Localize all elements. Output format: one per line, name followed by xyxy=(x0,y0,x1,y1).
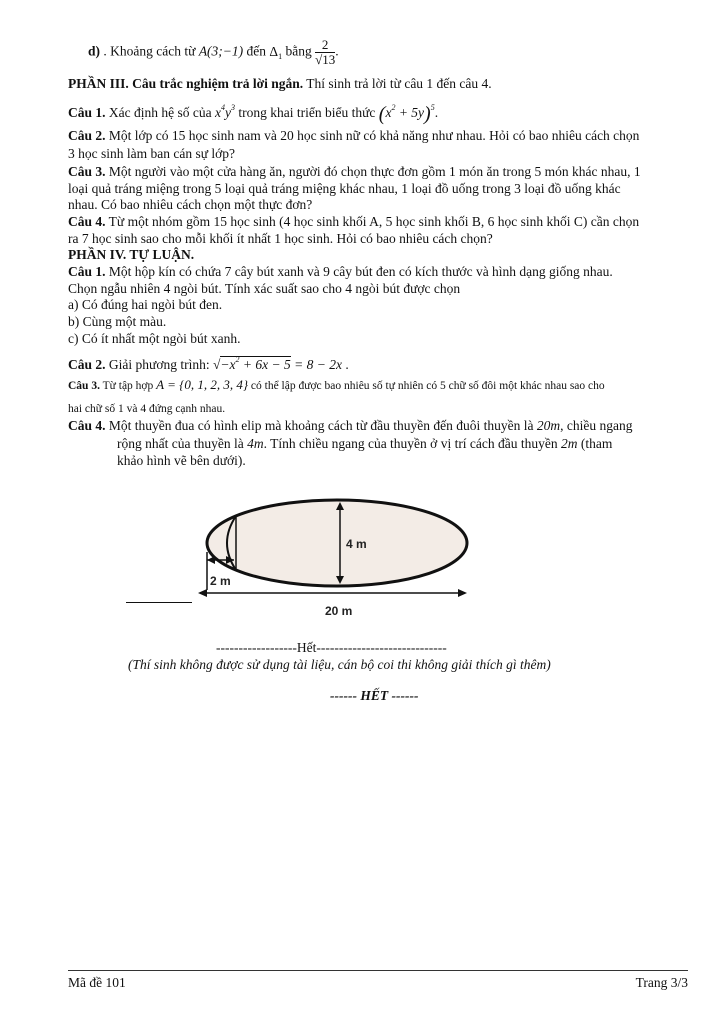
line-delta: $\Delta_1$ xyxy=(269,43,283,61)
label-20m: 20 m xyxy=(325,604,353,618)
question-text: Từ tập hợp xyxy=(102,380,154,392)
question-text: Từ một nhóm gồm 15 học sinh (4 học sinh khối A, 5 học sinh khối B, 6 học sinh khối C) cần chọn xyxy=(108,214,640,229)
binomial-expression: $(x^2 + 5y)^5$ xyxy=(378,103,435,125)
question-text: Một thuyền đua có hình elip mà khoảng cách từ đầu thuyền đến đuôi thuyền là xyxy=(108,418,534,433)
part4-heading-line xyxy=(68,247,194,263)
question-label: Câu 3. xyxy=(68,380,100,392)
part4-q4-line3: khảo hình vẽ bên dưới). xyxy=(117,453,246,468)
question-label: Câu 4. xyxy=(68,214,106,229)
part3-q2 xyxy=(68,128,639,144)
question-label: Câu 1. xyxy=(68,105,106,120)
question-label: Câu 3. xyxy=(68,164,106,179)
question-text: Xác định hệ số của xyxy=(108,105,212,120)
boat-ellipse-figure xyxy=(120,490,480,620)
distance-fraction: $\frac{2}{√13}$ xyxy=(315,37,336,67)
part4-q1-b: b) Cùng một màu. xyxy=(68,314,167,329)
item-d xyxy=(88,38,339,67)
question-label: Câu 4. xyxy=(68,418,106,433)
length-value: 20m xyxy=(536,418,561,433)
part4-q3 xyxy=(68,377,605,394)
part3-q3-line2: loại quả tráng miệng trong 5 loại quả tráng miệng khác nhau, 1 loại đồ uống trong 3 loại đồ uống khác xyxy=(68,181,621,196)
page-number: Trang 3/3 xyxy=(635,975,688,990)
part4-q2 xyxy=(68,352,349,373)
part4-q4 xyxy=(68,418,632,434)
question-text: trong khai triển biểu thức xyxy=(238,105,376,120)
exam-code: Mã đề 101 xyxy=(68,975,126,990)
footer-rule xyxy=(68,970,688,971)
question-label: Câu 2. xyxy=(68,357,106,372)
part4-q1-a: a) Có đúng hai ngòi bút đen. xyxy=(68,297,223,312)
point-a: A(3;−1) xyxy=(198,43,244,59)
item-d-end: . xyxy=(335,43,339,59)
part3-q4 xyxy=(68,214,639,230)
part3-q2-line2: 3 học sinh làm ban cán sự lớp? xyxy=(68,146,236,161)
part4-q4-line2 xyxy=(117,436,612,452)
question-text: Một lớp có 15 học sinh nam và 20 học sinh nữ có khả năng như nhau. Hỏi có bao nhiêu cách chọn xyxy=(108,128,640,143)
arrow-left-small xyxy=(207,556,215,564)
item-d-text: . Khoảng cách từ xyxy=(103,43,196,59)
question-text: Một người vào một cửa hàng ăn, người đó chọn thực đơn gồm 1 món ăn trong 5 món khác nhau, 1 xyxy=(108,164,641,179)
part4-q1-c: c) Có ít nhất một ngòi bút xanh. xyxy=(68,331,241,346)
set-a: A = {0, 1, 2, 3, 4} xyxy=(156,377,249,392)
question-text: Một hộp kín có chứa 7 cây bút xanh và 9 cây bút đen có kích thước và hình dạng giống nhau. xyxy=(108,264,613,279)
arrow-right xyxy=(458,589,467,597)
boat-ellipse xyxy=(207,500,467,586)
question-label: Câu 1. xyxy=(68,264,106,279)
question-text: . Tính chiều ngang của thuyền ở vị trí cách đầu thuyền xyxy=(263,436,558,451)
equation-end: . xyxy=(345,357,349,372)
part4-heading: PHẦN IV. TỰ LUẬN. xyxy=(68,247,195,262)
question-text: rộng nhất của thuyền là xyxy=(117,436,244,451)
part3-q3-line3: nhau. Có bao nhiêu cách chọn một thực đơn? xyxy=(68,197,313,212)
equation: $√-x^2 + 6x - 5 = 8 - 2x$ xyxy=(212,355,342,372)
label-2m: 2 m xyxy=(210,574,231,588)
short-rule xyxy=(126,602,192,603)
question-label: Câu 2. xyxy=(68,128,106,143)
arrow-left xyxy=(198,589,207,597)
part3-instruction: Thí sinh trả lời từ câu 1 đến câu 4. xyxy=(306,76,492,91)
part3-heading-line xyxy=(68,76,492,92)
exam-note: (Thí sinh không được sử dụng tài liệu, cán bộ coi thi không giải thích gì thêm) xyxy=(128,657,551,672)
question-text: có thể lập được bao nhiêu số tự nhiên có 5 chữ số đôi một khác nhau sao cho xyxy=(250,380,605,392)
item-d-label: d) xyxy=(88,43,101,59)
part3-q4-line2: ra 7 học sinh sao cho mỗi khối ít nhất 1 học sinh. Hỏi có bao nhiêu cách chọn? xyxy=(68,231,493,246)
part4-q3-line2: hai chữ số 1 và 4 đứng cạnh nhau. xyxy=(68,403,226,415)
question-text: , chiều ngang xyxy=(560,418,633,433)
part3-q3 xyxy=(68,164,641,180)
part4-q1-line2: Chọn ngẫu nhiên 4 ngòi bút. Tính xác suất sao cho 4 ngòi bút được chọn xyxy=(68,281,461,296)
part3-q1: Câu 1. Xác định hệ số của $x^4y^3$ trong khai triển biểu thức $(x^2 + 5y)^5$. xyxy=(68,103,439,125)
question-text: Giải phương trình: xyxy=(108,357,210,372)
het-line: ------------------Hết----------------------------- xyxy=(216,640,447,655)
part4-q1 xyxy=(68,264,613,280)
offset-value: 2m xyxy=(561,436,578,451)
label-4m: 4 m xyxy=(346,537,367,551)
width-value: 4m xyxy=(247,436,264,451)
item-d-text3: bằng xyxy=(285,43,312,59)
het-final: ------ HẾT ------ xyxy=(330,688,419,703)
question-text: (tham xyxy=(580,436,613,451)
part3-heading: PHẦN III. Câu trắc nghiệm trả lời ngắn. xyxy=(68,76,304,91)
item-d-text2: đến xyxy=(246,43,267,59)
term-x4y3: $x^4y^3$ xyxy=(214,103,235,120)
